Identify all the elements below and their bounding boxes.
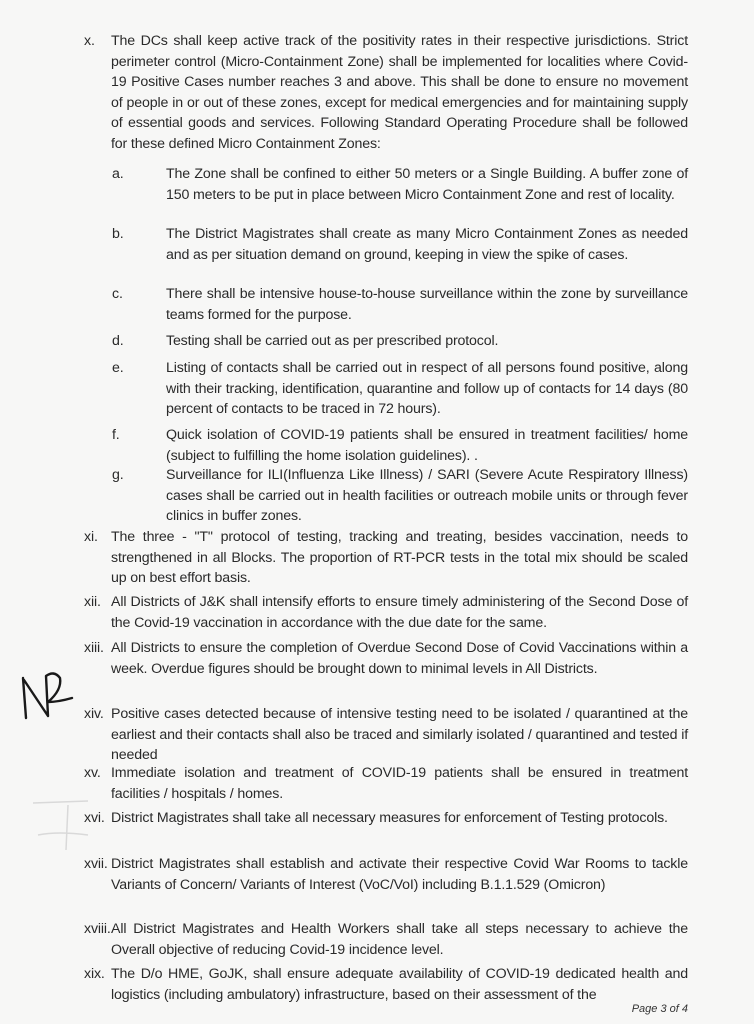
list-item-x <box>84 31 688 155</box>
item-text: The three - "T" protocol of testing, tracking and treating, besides vaccination, needs to strengthened in all Blocks. The proportion of RT-PCR tests in the total mix should be scaled up on best effort basis. <box>111 529 688 587</box>
list-item-xviii <box>84 919 688 960</box>
item-number: x. <box>84 33 95 49</box>
item-text: District Magistrates shall take all necessary measures for enforcement of Testing protocols. <box>111 810 668 826</box>
item-text: The DCs shall keep active track of the positivity rates in their respective jurisdictions. Strict perimeter control (Micro-Containment Zone) shall be implemented for localities where Covid-19 Positive Cases number reaches 3 and above. This shall be done to ensure no movement of people in or out of these zones, except for medical emergencies and for maintaining supply of essential goods and services. Following Standard Operating Procedure shall be followed for these defined Micro Containment Zones: <box>111 33 688 152</box>
item-number: xiii. <box>84 640 104 656</box>
sub-item-e <box>112 358 688 420</box>
list-item-xvii <box>84 854 688 895</box>
sub-item-g <box>112 465 688 527</box>
list-item-xiv <box>84 704 688 766</box>
item-number: xiv. <box>84 706 104 722</box>
list-item-xix <box>84 964 688 1005</box>
item-number: xi. <box>84 529 98 545</box>
sub-item-b <box>112 224 688 265</box>
item-text: Immediate isolation and treatment of COVID-19 patients shall be ensured in treatment facilities / hospitals / homes. <box>111 765 688 802</box>
sub-item-d <box>112 331 688 352</box>
sub-item-text: Listing of contacts shall be carried out in respect of all persons found positive, along with their tracking, identification, quarantine and follow up of contacts for 14 days (80 percent of contacts to be traced in 72 hours). <box>166 360 688 418</box>
list-item-xv <box>84 763 688 804</box>
page-number: Page 3 of 4 <box>631 1003 688 1015</box>
sub-item-number: f. <box>112 427 120 443</box>
sub-item-text: Surveillance for ILI(Influenza Like Illness) / SARI (Severe Acute Respiratory Illness) cases shall be carried out in health facilities or outreach mobile units or through fever clinics in buffer zones. <box>166 467 688 525</box>
list-item-xvi <box>84 808 688 829</box>
sub-item-c <box>112 284 688 325</box>
sub-item-text: The Zone shall be confined to either 50 meters or a Single Building. A buffer zone of 150 meters to be put in place between Micro Containment Zone and rest of locality. <box>166 166 688 203</box>
list-item-xi <box>84 527 688 589</box>
handwritten-mark-icon <box>18 668 78 724</box>
sub-item-number: d. <box>112 333 124 349</box>
sub-item-number: b. <box>112 226 124 242</box>
margin-scribble-icon <box>28 795 98 855</box>
sub-item-number: e. <box>112 360 124 376</box>
sub-item-text: There shall be intensive house-to-house surveillance within the zone by surveillance teams formed for the purpose. <box>166 286 688 323</box>
item-text: All Districts of J&K shall intensify efforts to ensure timely administering of the Second Dose of the Covid-19 vaccination in accordance with the due date for the same. <box>111 594 688 631</box>
item-text: All District Magistrates and Health Workers shall take all steps necessary to achieve the Overall objective of reducing Covid-19 incidence level. <box>111 921 688 958</box>
sub-item-a <box>112 164 688 205</box>
sub-item-number: a. <box>112 166 124 182</box>
item-number: xviii. <box>84 921 111 937</box>
item-number: xvi. <box>84 810 105 826</box>
item-number: xix. <box>84 966 105 982</box>
sub-item-text: Quick isolation of COVID-19 patients shall be ensured in treatment facilities/ home (subject to fulfilling the home isolation guidelines). . <box>166 427 688 464</box>
list-item-xii <box>84 592 688 633</box>
sub-item-number: g. <box>112 467 124 483</box>
sub-item-text: The District Magistrates shall create as many Micro Containment Zones as needed and as per situation demand on ground, keeping in view the spike of cases. <box>166 226 688 263</box>
list-item-xiii <box>84 638 688 679</box>
item-text: District Magistrates shall establish and activate their respective Covid War Rooms to tackle Variants of Concern/ Variants of Interest (VoC/VoI) including B.1.1.529 (Omicron) <box>111 856 688 893</box>
item-text: All Districts to ensure the completion of Overdue Second Dose of Covid Vaccinations within a week. Overdue figures should be brought down to minimal levels in All Districts. <box>111 640 688 677</box>
sub-item-f <box>112 425 688 466</box>
item-number: xii. <box>84 594 101 610</box>
sub-item-number: c. <box>112 286 123 302</box>
item-number: xvii. <box>84 856 108 872</box>
item-text: Positive cases detected because of intensive testing need to be isolated / quarantined at the earliest and their contacts shall also be traced and similarly isolated / quarantined and tested if needed <box>111 706 688 764</box>
item-text: The D/o HME, GoJK, shall ensure adequate availability of COVID-19 dedicated health and logistics (including ambulatory) infrastructure, based on their assessment of the <box>111 966 688 1003</box>
item-number: xv. <box>84 765 101 781</box>
sub-item-text: Testing shall be carried out as per prescribed protocol. <box>166 333 499 349</box>
